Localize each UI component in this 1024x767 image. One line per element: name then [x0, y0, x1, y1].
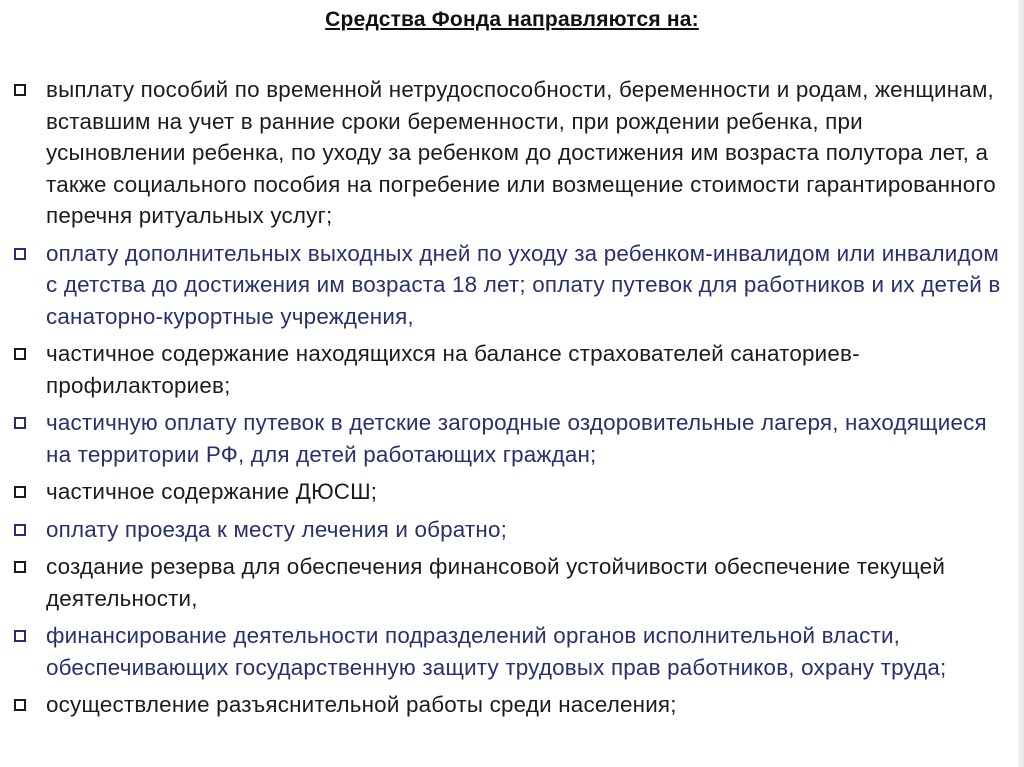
list-item-text: оплату проезда к месту лечения и обратно;	[46, 516, 508, 542]
list-item	[12, 551, 1002, 614]
square-bullet-icon	[14, 248, 26, 260]
bullet-list	[12, 74, 1002, 727]
square-bullet-icon	[14, 561, 26, 573]
slide-title: Средства Фонда направляются на:	[325, 8, 699, 31]
square-bullet-icon	[14, 699, 26, 711]
slide-edge-shadow	[1018, 0, 1024, 767]
square-bullet-icon	[14, 348, 26, 360]
list-item	[12, 514, 1002, 546]
list-item-text: осуществление разъяснительной работы среди населения;	[46, 692, 677, 717]
list-item	[12, 238, 1002, 333]
list-item-text: выплату пособий по временной нетрудоспособности, беременности и родам, женщинам, вставшим на учет в ранние сроки беременности, при рождении ребенка, при усыновлении ребенка, по уходу за ребенком до достижения им возраста полутора лет, а также социального пособия на погребение или возмещение стоимости гарантированного перечня ритуальных услуг;	[46, 77, 996, 228]
square-bullet-icon	[14, 524, 26, 536]
list-item-text: оплату дополнительных выходных дней по уходу за ребенком-инвалидом или инвалидом с детства до достижения им возраста 18 лет; оплату путевок для работников и их детей в санаторно-курортные учреждения,	[46, 240, 1001, 329]
square-bullet-icon	[14, 84, 26, 96]
list-item	[12, 476, 1002, 508]
list-item-text: финансирование деятельности подразделений органов исполнительной власти, обеспечивающих государственную защиту трудовых прав работников, охрану труда;	[46, 623, 947, 680]
list-item-text: частичное содержание находящихся на балансе страхователей санаториев-профилакториев;	[46, 341, 860, 398]
list-item	[12, 407, 1002, 470]
list-item-text: частичное содержание ДЮСШ;	[46, 479, 378, 504]
list-item	[12, 74, 1002, 232]
square-bullet-icon	[14, 486, 26, 498]
square-bullet-icon	[14, 630, 26, 642]
list-item	[12, 338, 1002, 401]
list-item-text: создание резерва для обеспечения финансовой устойчивости обеспечение текущей деятельности,	[46, 554, 946, 611]
list-item-text: частичную оплату путевок в детские загородные оздоровительные лагеря, находящиеся на территории РФ, для детей работающих граждан;	[46, 410, 987, 467]
list-item	[12, 689, 1002, 721]
square-bullet-icon	[14, 417, 26, 429]
list-item	[12, 620, 1002, 683]
